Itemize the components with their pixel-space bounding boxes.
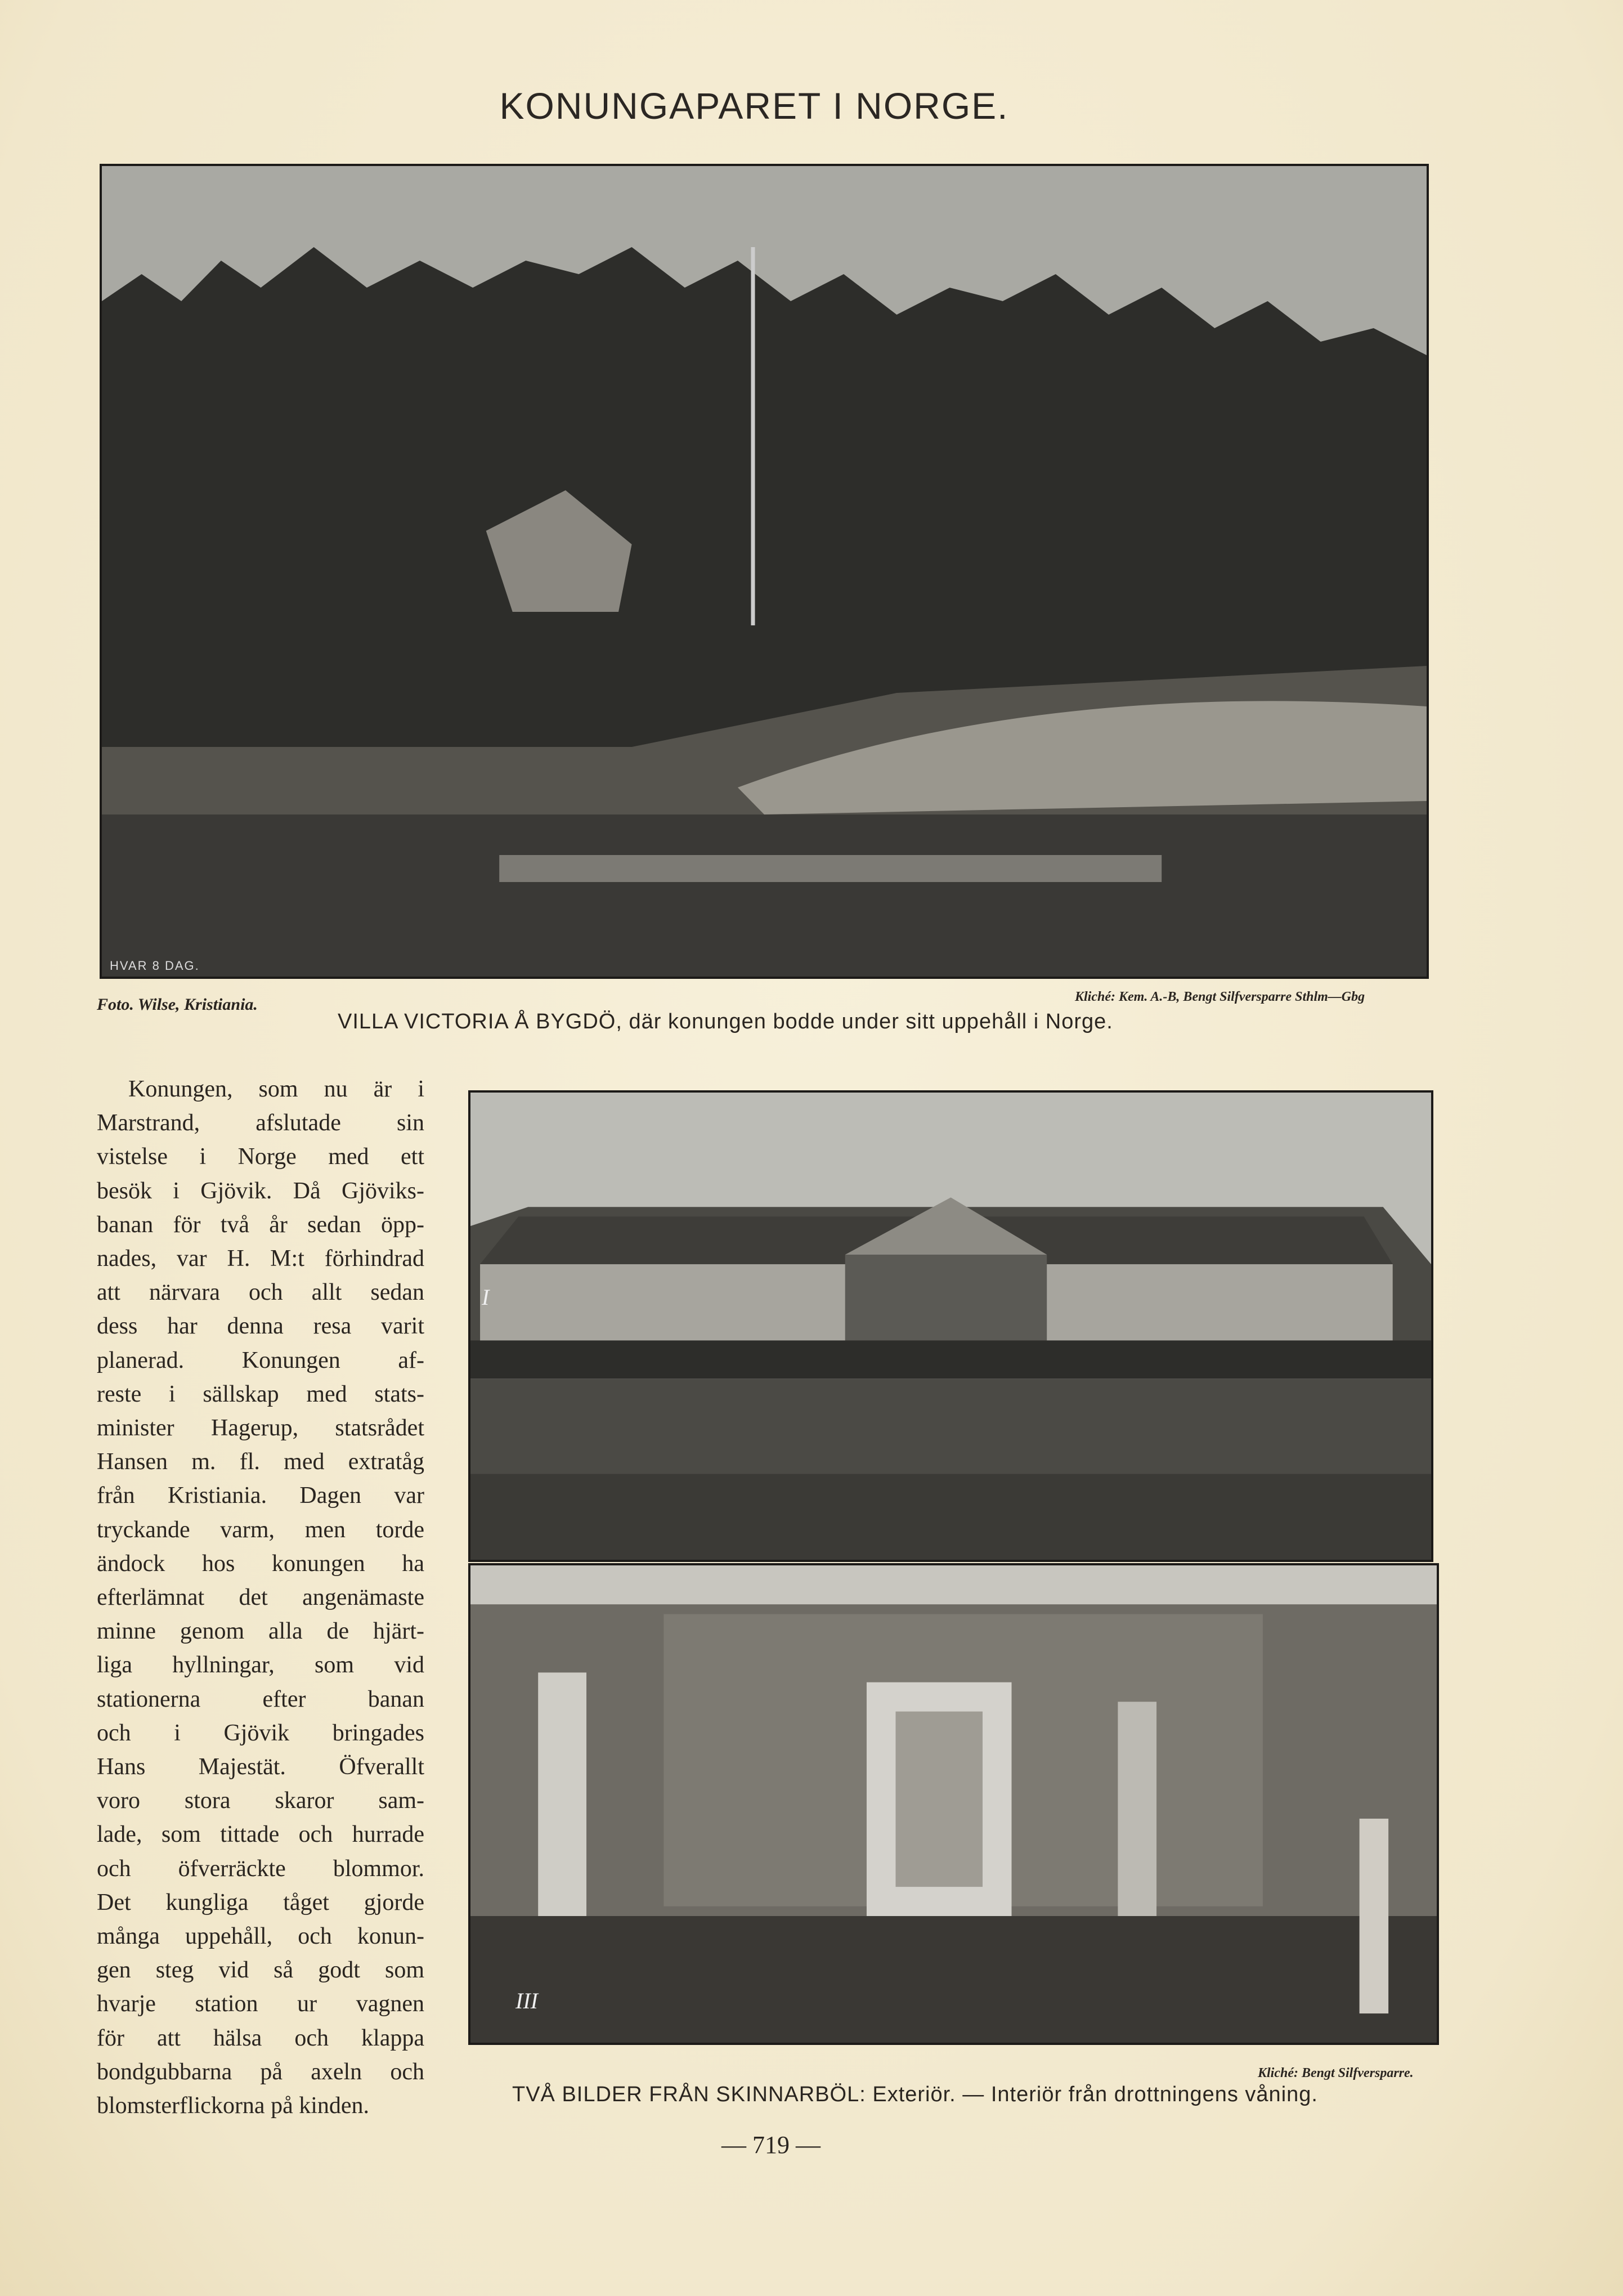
- article-line: vistelse i Norge med ett: [97, 1144, 424, 1170]
- cliche-credit: Kliché: Kem. A.-B, Bengt Silfversparre Sthlm—Gbg: [1075, 990, 1365, 1004]
- article-line: minister Hagerup, statsrådet: [97, 1415, 424, 1442]
- plate-label-iii: III: [515, 1988, 538, 2013]
- article-line: Marstrand, afslutade sin: [97, 1110, 424, 1136]
- photo-skinnarbol-exterior: [468, 1090, 1433, 1562]
- photo-villa-victoria: [100, 164, 1429, 979]
- article-line: bondgubbarna på axeln och: [97, 2058, 424, 2085]
- article-line: många uppehåll, och konun-: [97, 1923, 424, 1950]
- article-line: för att hälsa och klappa: [97, 2025, 424, 2051]
- article-line: och öfverräckte blommor.: [97, 1855, 424, 1882]
- article-line: gen steg vid så godt som: [97, 1957, 424, 1984]
- article-line: voro stora skaror sam-: [97, 1788, 424, 1814]
- article-text: [97, 1072, 424, 2123]
- article-line: banan för två år sedan öpp-: [97, 1211, 424, 1238]
- plate-label-i: I: [482, 1284, 490, 1310]
- article-line: och i Gjövik bringades: [97, 1720, 424, 1746]
- article-line: blomsterflickorna på kinden.: [97, 2093, 370, 2119]
- article-line: reste i sällskap med stats-: [97, 1381, 424, 1407]
- article-line: lade, som tittade och hurrade: [97, 1821, 424, 1848]
- article-line: besök i Gjövik. Då Gjöviks-: [97, 1178, 424, 1204]
- article-line: Hans Majestät. Öfverallt: [97, 1754, 424, 1780]
- article-line: hvarje station ur vagnen: [97, 1991, 424, 2017]
- top-photo-caption: VILLA VICTORIA Å BYGDÖ, där konungen bodde under sitt uppehåll i Norge.: [338, 1010, 1113, 1033]
- article-line: stationerna efter banan: [97, 1686, 424, 1712]
- article-line: från Kristiania. Dagen var: [97, 1483, 424, 1509]
- article-line: ändock hos konungen ha: [97, 1550, 424, 1577]
- article-line: nades, var H. M:t förhindrad: [97, 1246, 424, 1272]
- cliche-credit-bottom: Kliché: Bengt Silfversparre.: [1258, 2066, 1414, 2080]
- article-line: Konungen, som nu är i: [128, 1076, 424, 1102]
- article-line: att närvara och allt sedan: [97, 1279, 424, 1306]
- article-line: planerad. Konungen af-: [97, 1347, 424, 1373]
- photo-skinnarbol-interior: [468, 1563, 1439, 2045]
- page-title: KONUNGAPARET I NORGE.: [499, 85, 1009, 127]
- article-line: efterlämnat det angenämaste: [97, 1585, 424, 1611]
- article-line: Hansen m. fl. med extratåg: [97, 1449, 424, 1475]
- bottom-photos-caption: TVÅ BILDER FRÅN SKINNARBÖL: Exteriör. — Interiör från drottningens våning.: [512, 2083, 1318, 2106]
- article-line: dess har denna resa varit: [97, 1313, 424, 1340]
- page-number: — 719 —: [721, 2131, 821, 2159]
- article-line: minne genom alla de hjärt-: [97, 1618, 424, 1645]
- photo-credit: Foto. Wilse, Kristiania.: [97, 995, 258, 1014]
- watermark: HVAR 8 DAG.: [110, 959, 200, 973]
- article-line: tryckande varm, men torde: [97, 1516, 424, 1543]
- article-line: liga hyllningar, som vid: [97, 1652, 424, 1679]
- article-line: Det kungliga tåget gjorde: [97, 1889, 424, 1915]
